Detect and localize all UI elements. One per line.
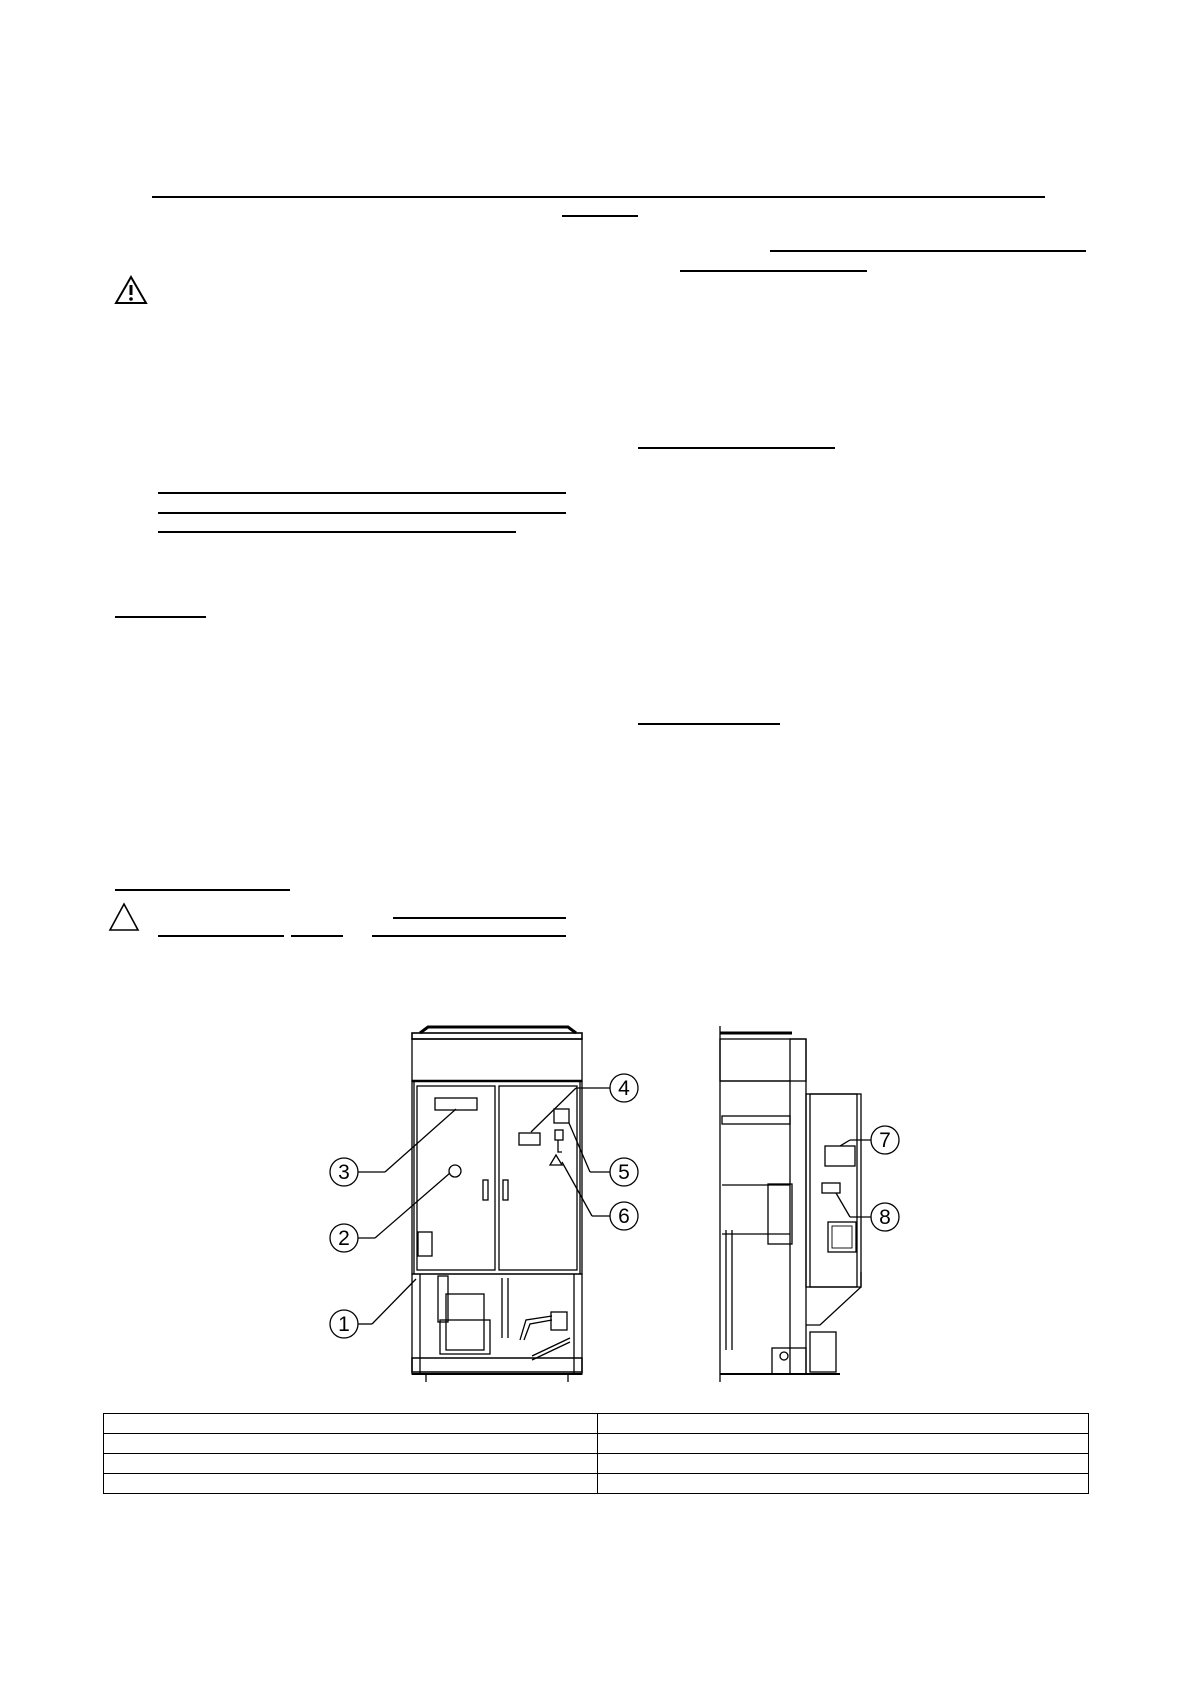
table-cell: [597, 1414, 1089, 1434]
callout-7: 7: [879, 1129, 891, 1152]
underline-segment: [158, 512, 566, 514]
table-cell: [104, 1474, 598, 1494]
callout-leaders: [330, 1074, 899, 1338]
callout-5: 5: [618, 1161, 630, 1184]
side-view: [720, 1026, 861, 1382]
legend-table: [103, 1413, 1089, 1494]
underline-segment: [638, 723, 780, 725]
unit-drawing-figure: [320, 1020, 960, 1385]
underline-segment: [158, 492, 566, 494]
table-cell: [597, 1434, 1089, 1454]
header-rule: [152, 196, 1045, 198]
table-cell: [597, 1454, 1089, 1474]
warning-triangle-icon: [114, 275, 148, 305]
table-cell: [597, 1474, 1089, 1494]
underline-segment: [680, 270, 867, 272]
underline-segment: [770, 250, 1086, 252]
table-row: [104, 1434, 1089, 1454]
underline-segment: [158, 935, 284, 937]
callout-1: 1: [338, 1313, 350, 1336]
table-cell: [104, 1434, 598, 1454]
callout-4: 4: [618, 1077, 630, 1100]
underline-segment: [372, 935, 566, 937]
callout-6: 6: [618, 1205, 630, 1228]
section-heading-underline: [115, 616, 206, 618]
table-row: [104, 1454, 1089, 1474]
table-row: [104, 1414, 1089, 1434]
section-heading-underline: [115, 889, 290, 891]
callout-8: 8: [879, 1206, 891, 1229]
table-cell: [104, 1414, 598, 1434]
underline-segment: [291, 935, 343, 937]
front-view: [412, 1027, 582, 1382]
underline-segment: [562, 215, 638, 217]
underline-segment: [638, 447, 835, 449]
callout-3: 3: [338, 1161, 350, 1184]
table-row: [104, 1474, 1089, 1494]
underline-segment: [158, 531, 516, 533]
callout-2: 2: [338, 1227, 350, 1250]
underline-segment: [393, 917, 566, 919]
caution-triangle-icon: [108, 902, 140, 932]
table-cell: [104, 1454, 598, 1474]
